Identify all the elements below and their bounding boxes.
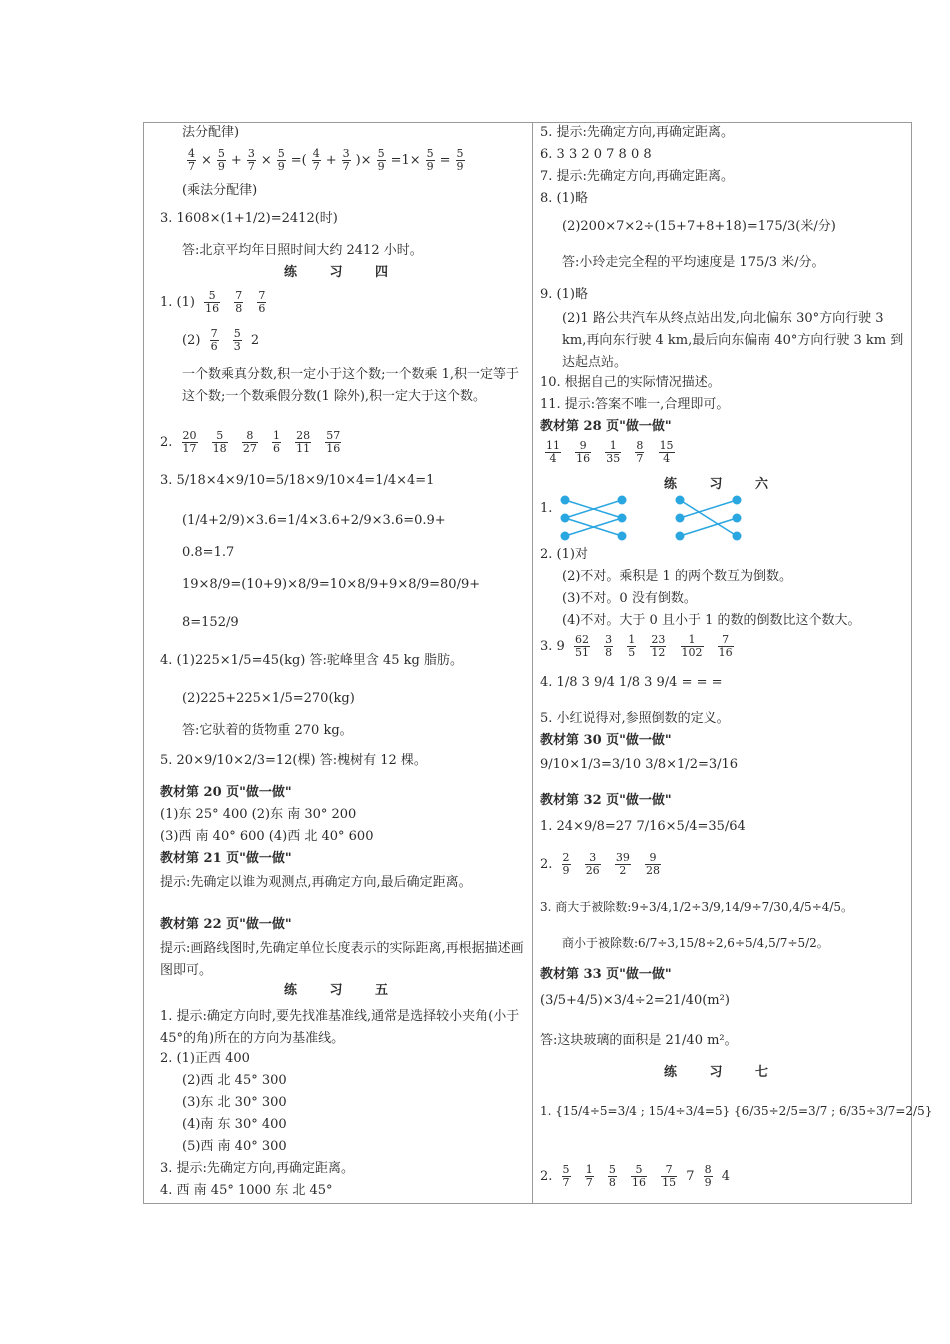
text-line: 答:这块玻璃的面积是 21/40 m²。: [540, 1033, 738, 1048]
text-line: (3)东 北 30° 300: [182, 1095, 287, 1110]
text-line: 1.: [540, 501, 553, 516]
fraction-row: (2) $\frac{7}{6}$ $\frac{5}{3}$ 2: [182, 327, 260, 353]
text-line: (1/4+2/9)×3.6=1/4×3.6+2/9×3.6=0.9+: [182, 513, 446, 528]
text-line: 8=152/9: [182, 615, 239, 630]
text-line: (3/5+4/5)×3/4÷2=21/40(m²): [540, 993, 730, 1008]
fraction-row: $\frac{11}{4}$ $\frac{9}{16}$ $\frac{1}{35}$ $\frac{8}{7}$ $\frac{15}{4}$: [546, 439, 674, 465]
text-line: 19×8/9=(10+9)×8/9=10×8/9+9×8/9=80/9+: [182, 577, 481, 592]
text-line: 5. 20×9/10×2/3=12(棵) 答:槐树有 12 棵。: [160, 753, 427, 768]
section-heading: 练 习 五: [283, 983, 403, 998]
subheading: 教材第 30 页"做一做": [540, 733, 672, 748]
text-line: (2)西 北 45° 300: [182, 1073, 287, 1088]
text-line: 1. {15/4÷5=3/4 ; 15/4÷3/4=5} {6/35÷2/5=3/7 ; 6/35÷3/7=2/5}: [540, 1104, 933, 1118]
text-line: (2)200×7×2÷(15+7+8+18)=175/3(米/分): [562, 219, 836, 234]
text-line: 答:小玲走完全程的平均速度是 175/3 米/分。: [562, 255, 825, 270]
subheading: 教材第 21 页"做一做": [160, 851, 292, 866]
text-line: 6. 3 3 2 0 7 8 0 8: [540, 147, 652, 162]
text-line: 4. 1/8 3 9/4 1/8 3 9/4 = = =: [540, 675, 723, 690]
text-line: (4)南 东 30° 400: [182, 1117, 287, 1132]
text-line: 3. 1608×(1+1/2)=2412(时): [160, 211, 338, 226]
text-line: 2. (1)对: [540, 547, 588, 562]
text-line: (3)西 南 40° 600 (4)西 北 40° 600: [160, 829, 374, 844]
text-line: 10. 根据自己的实际情况描述。: [540, 375, 721, 390]
paragraph: 提示:画路线图时,先确定单位长度表示的实际距离,再根据描述画图即可。: [160, 941, 524, 978]
text-line: (2)不对。乘积是 1 的两个数互为倒数。: [562, 569, 792, 584]
text-line: (2)225+225×1/5=270(kg): [182, 691, 355, 706]
text-line: 法分配律): [182, 125, 240, 140]
text-line: (1)东 25° 400 (2)东 南 30° 200: [160, 807, 357, 822]
paragraph: 一个数乘真分数,积一定小于这个数;一个数乘 1,积一定等于这个数;一个数乘假分数(1 除外),积一定大于这个数。: [182, 367, 520, 404]
subheading: 教材第 22 页"做一做": [160, 917, 292, 932]
fraction-row: 2. $\frac{2}{9}$ $\frac{3}{26}$ $\frac{39}{2}$ $\frac{9}{28}$: [540, 851, 660, 877]
text-line: (4)不对。大于 0 且小于 1 的数的倒数比这个数大。: [562, 613, 861, 628]
paragraph: 1. 提示:确定方向时,要先找准基准线,通常是选择较小夹角(小于 45°的角)所在的方向为基准线。: [160, 1009, 520, 1046]
paragraph: 提示:先确定以谁为观测点,再确定方向,最后确定距离。: [160, 875, 472, 890]
subheading: 教材第 33 页"做一做": [540, 967, 672, 982]
text-line: 8. (1)略: [540, 191, 588, 206]
subheading: 教材第 28 页"做一做": [540, 419, 672, 434]
section-heading: 练 习 六: [663, 477, 783, 492]
text-line: 5. 提示:先确定方向,再确定距离。: [540, 125, 735, 140]
text-line: 5. 小红说得对,参照倒数的定义。: [540, 711, 730, 726]
text-line: 7. 提示:先确定方向,再确定距离。: [540, 169, 735, 184]
fraction-row: 2. $\frac{5}{7}$ $\frac{1}{7}$ $\frac{5}{8}$ $\frac{5}{16}$ $\frac{7}{15}$ 7 $\frac{8}{9}$ 4: [540, 1163, 731, 1189]
text-line: 11. 提示:答案不唯一,合理即可。: [540, 397, 730, 412]
text-line: (3)不对。0 没有倒数。: [562, 591, 697, 606]
text-line: 9/10×1/3=3/10 3/8×1/2=3/16: [540, 757, 739, 772]
text-line: 3. 5/18×4×9/10=5/18×9/10×4=1/4×4=1: [160, 473, 435, 488]
fraction-row: 2. $\frac{20}{17}$ $\frac{5}{18}$ $\frac{8}{27}$ $\frac{1}{6}$ $\frac{28}{11}$ $\frac{57}{16}$: [160, 429, 341, 455]
text-line: 4. 西 南 45° 1000 东 北 45°: [160, 1183, 333, 1198]
subheading: 教材第 20 页"做一做": [160, 785, 292, 800]
text-line: (5)西 南 40° 300: [182, 1139, 287, 1154]
section-heading: 练 习 七: [663, 1065, 783, 1080]
text-line: 3. 提示:先确定方向,再确定距离。: [160, 1161, 355, 1176]
text-line: 4. (1)225×1/5=45(kg) 答:驼峰里含 45 kg 脂肪。: [160, 653, 464, 668]
text-line: (乘法分配律): [182, 183, 258, 198]
column-divider: [532, 122, 533, 1204]
subheading: 教材第 32 页"做一做": [540, 793, 672, 808]
text-line: 2. (1)正西 400: [160, 1051, 250, 1066]
text-line: 1. 24×9/8=27 7/16×5/4=35/64: [540, 819, 746, 834]
text-line: 3. 商大于被除数:9÷3/4,1/2÷3/9,14/9÷7/30,4/5÷4/5。: [540, 900, 854, 914]
fraction-row: 3. 9 $\frac{62}{51}$ $\frac{3}{8}$ $\frac{1}{5}$ $\frac{23}{12}$ $\frac{1}{102}$ $\frac{7}{16}$: [540, 633, 733, 659]
matching-lines-left: [560, 494, 650, 544]
paragraph: (2)1 路公共汽车从终点站出发,向北偏东 30°方向行驶 3 km,再向东行驶 4 km,最后向东偏南 40°方向行驶 3 km 到达起点站。: [562, 311, 904, 370]
text-line: 答:北京平均年日照时间大约 2412 小时。: [182, 243, 423, 258]
text-line: 9. (1)略: [540, 287, 588, 302]
equation-line: $\frac{4}{7}$ × $\frac{5}{9}$ + $\frac{3}{7}$ × $\frac{5}{9}$ =( $\frac{4}{7}$ + $\frac{3}{7}$ )× $\frac{5}{9}$ =1× $\frac{5}{9}$ = $\frac{5}{9}$: [188, 147, 464, 173]
section-heading: 练 习 四: [283, 265, 403, 280]
fraction-row: 1. (1) $\frac{5}{16}$ $\frac{7}{8}$ $\frac{7}{6}$: [160, 289, 266, 315]
text-line: 商小于被除数:6/7÷3,15/8÷2,6÷5/4,5/7÷5/2。: [562, 936, 829, 950]
text-line: 0.8=1.7: [182, 545, 235, 560]
text-line: 答:它驮着的货物重 270 kg。: [182, 723, 353, 738]
matching-lines-right: [675, 494, 765, 544]
